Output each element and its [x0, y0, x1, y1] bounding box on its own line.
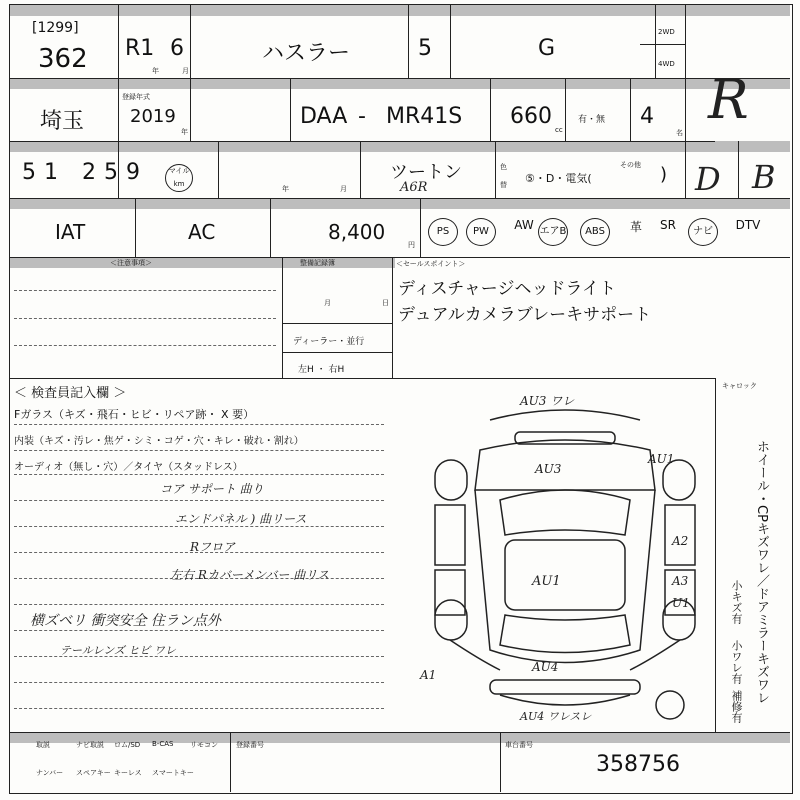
year-western: 2019 — [130, 106, 176, 127]
option-6: SR — [660, 218, 676, 232]
selling-heading: ＜セールスポイント＞ — [396, 260, 466, 268]
fuel-type: ⑤・D・電気( — [525, 172, 592, 185]
mileage-digit: 5 — [22, 160, 36, 185]
car-damage-diagram — [420, 390, 710, 730]
option-1: PW — [466, 218, 496, 246]
accessory-label: ロム/SD — [114, 741, 141, 749]
seats: 4 — [640, 104, 654, 129]
mileage-digit: 1 — [44, 160, 58, 185]
inspector-note: 左右 Rカバーメンバー 曲リス — [170, 568, 329, 582]
lot-number: 362 — [38, 44, 88, 74]
aircon: AC — [188, 220, 216, 244]
option-3: エアB — [538, 218, 568, 246]
catalog-label: キャロック — [722, 382, 757, 390]
selling-point: デュアルカメラブレーキサポート — [398, 305, 652, 325]
record-day: 日 — [382, 299, 389, 307]
model-prefix: DAA — [300, 104, 348, 129]
exterior-score: D — [695, 160, 721, 198]
cc-unit: cc — [555, 126, 563, 134]
lot-code: [1299] — [32, 20, 79, 36]
fuel-close: ) — [660, 164, 668, 185]
recycle-fee: 8,400 — [328, 220, 386, 244]
car-grade: G — [538, 36, 556, 61]
fuel-other: その他 — [620, 161, 641, 169]
accessory-label: 取説 — [36, 741, 50, 749]
mileage-unit: マイル km — [165, 164, 193, 192]
inspector-note: Rフロア — [190, 540, 236, 554]
damage-mark: AU4 ワレスレ — [520, 710, 592, 723]
accessory-label: スマートキー — [152, 769, 194, 777]
dealer-parallel: ディーラー・並行 — [293, 337, 365, 347]
inspector-note: コア サポート 曲り — [160, 482, 264, 496]
accessory-label: ナンバー — [36, 769, 64, 777]
option-2: AW — [514, 218, 534, 232]
selling-point: ディスチャージヘッドライト — [398, 279, 616, 299]
reg-year-unit: 年 — [282, 185, 289, 193]
displacement: 660 — [510, 104, 552, 129]
year-unit: 年 — [152, 67, 159, 75]
first-reg-note: 登録年式 — [122, 93, 150, 101]
damage-mark: AU1 — [648, 452, 675, 466]
inspector-note: テールレンズ ヒビ ワレ — [60, 644, 176, 657]
transmission: IAT — [55, 220, 86, 244]
option-4: ABS — [580, 218, 610, 246]
reg-number-label: 登録番号 — [236, 741, 264, 749]
drive-2wd: 2WD — [658, 28, 675, 36]
color-code: A6R — [400, 180, 428, 195]
model-dash: - — [358, 104, 366, 129]
damage-mark: AU4 — [532, 660, 559, 674]
option-7: ナビ — [688, 218, 718, 246]
overall-score: R — [708, 68, 749, 131]
handle-side: 左H ・ 右H — [298, 365, 345, 375]
service-record-heading: 整備記録簿 — [300, 259, 335, 267]
side-small: 小キズ有 — [730, 580, 743, 624]
record-month: 月 — [324, 299, 331, 307]
damage-mark: AU3 ワレ — [520, 394, 575, 408]
month-unit: 月 — [182, 67, 189, 75]
accessory-label: B-CAS — [152, 740, 174, 748]
reg-month-unit: 月 — [340, 185, 347, 193]
option-8: DTV — [735, 218, 761, 232]
seats-unit: 名 — [676, 129, 683, 137]
option-5: 革 — [629, 220, 642, 234]
color-label: 色 — [500, 163, 507, 171]
mileage-digit: 2 — [82, 160, 96, 185]
notes-heading: ＜注意事項＞ — [110, 259, 152, 267]
color-name: ツートン — [390, 162, 462, 183]
interior-line: 内装（キズ・汚レ・焦ゲ・シミ・コゲ・穴・キレ・破れ・割れ） — [14, 436, 304, 447]
ac-yesno: 有・無 — [578, 115, 606, 125]
recycle-unit: 円 — [408, 241, 415, 249]
damage-mark: U1 — [672, 596, 690, 610]
accessory-label: ナビ取説 — [76, 741, 104, 749]
mileage — [22, 160, 148, 185]
car-doors: 5 — [418, 36, 432, 61]
option-0: PS — [428, 218, 458, 246]
side-small: 補修有 — [730, 690, 743, 723]
damage-mark: A2 — [672, 534, 689, 548]
mileage-digit: 5 — [104, 160, 118, 185]
drive-4wd: 4WD — [658, 60, 675, 68]
damage-mark: A1 — [420, 668, 437, 682]
inspector-note: エンドパネル ) 曲リース — [175, 512, 307, 526]
interior-score: B — [752, 158, 776, 196]
audio-tire-line: オーディオ（無し・穴）／タイヤ（スタッドレス） — [14, 462, 243, 473]
inspector-note: 横ズベリ 衝突安全 住ラン点外 — [30, 613, 221, 629]
accessory-label: スペアキー — [76, 769, 111, 777]
accessory-label: リモコン — [190, 741, 218, 749]
side-small: 小ワレ有 — [730, 640, 743, 684]
region: 埼玉 — [40, 109, 85, 134]
damage-mark: A3 — [672, 574, 689, 588]
side-column-text: ホイール・CPキズワレ／ドアミラーキズワレ — [754, 440, 769, 704]
windshield-line: Fガラス（キズ・飛石・ヒビ・リペア跡・ X 要） — [14, 408, 255, 421]
accessory-label: キーレス — [114, 769, 142, 777]
inspector-heading: ＜ 検査員記入欄 ＞ — [14, 386, 127, 401]
chassis-number: 358756 — [596, 752, 680, 777]
year-month: 6 — [170, 36, 184, 61]
mileage-digit: 9 — [126, 160, 140, 185]
damage-mark: AU3 — [535, 462, 562, 476]
year-western-unit: 年 — [181, 128, 188, 136]
chassis-label: 車台番号 — [505, 741, 533, 749]
model-code: MR41S — [386, 104, 463, 129]
car-name: ハスラー — [262, 41, 351, 66]
color-change-label: 替 — [500, 181, 507, 189]
year-era: R1 — [125, 36, 155, 61]
damage-mark: AU1 — [532, 574, 561, 589]
